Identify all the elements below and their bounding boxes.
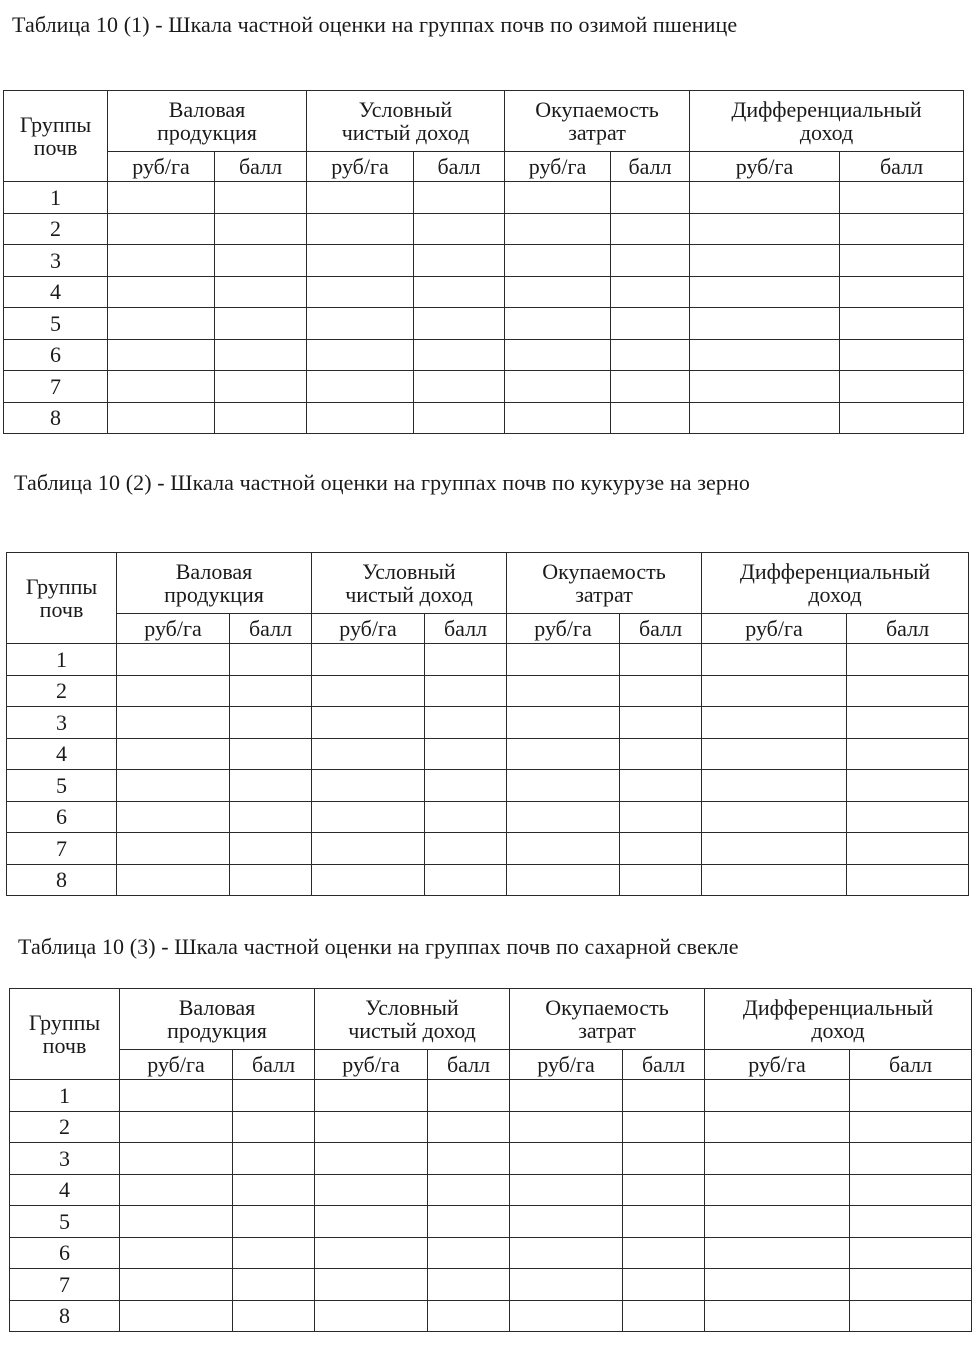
rub-per-ha-cell[interactable] xyxy=(315,1080,428,1112)
table-row xyxy=(4,308,964,340)
score-cell[interactable] xyxy=(428,1206,510,1238)
sub-header-score: балл xyxy=(611,152,690,182)
rub-per-ha-cell[interactable] xyxy=(108,276,215,308)
table-row xyxy=(7,770,969,802)
soil-group-number: 8 xyxy=(10,1300,120,1332)
score-cell[interactable] xyxy=(847,675,969,707)
soil-group-number: 4 xyxy=(10,1174,120,1206)
score-cell[interactable] xyxy=(425,738,507,770)
rub-per-ha-cell[interactable] xyxy=(505,276,611,308)
soil-group-number: 3 xyxy=(10,1143,120,1175)
soil-group-number: 3 xyxy=(7,707,117,739)
rub-per-ha-cell[interactable] xyxy=(117,770,230,802)
soil-group-number: 5 xyxy=(10,1206,120,1238)
table-row xyxy=(10,1143,972,1175)
score-cell[interactable] xyxy=(233,1174,315,1206)
soil-group-number: 2 xyxy=(7,675,117,707)
rub-per-ha-cell[interactable] xyxy=(108,402,215,434)
rub-per-ha-cell[interactable] xyxy=(505,339,611,371)
table-row xyxy=(4,245,964,277)
table-row xyxy=(4,182,964,214)
score-cell[interactable] xyxy=(230,738,312,770)
score-cell[interactable] xyxy=(230,707,312,739)
score-cell[interactable] xyxy=(428,1237,510,1269)
rub-per-ha-cell[interactable] xyxy=(505,245,611,277)
score-cell[interactable] xyxy=(414,182,505,214)
rub-per-ha-cell[interactable] xyxy=(705,1300,850,1332)
col-group-gross-output: Валовая продукция xyxy=(120,989,315,1050)
rub-per-ha-cell[interactable] xyxy=(702,833,847,865)
rub-per-ha-cell[interactable] xyxy=(690,182,840,214)
rub-per-ha-cell[interactable] xyxy=(510,1111,623,1143)
rub-per-ha-cell[interactable] xyxy=(307,339,414,371)
rub-per-ha-cell[interactable] xyxy=(307,402,414,434)
rub-per-ha-cell[interactable] xyxy=(120,1111,233,1143)
score-cell[interactable] xyxy=(840,402,964,434)
score-cell[interactable] xyxy=(414,402,505,434)
rub-per-ha-cell[interactable] xyxy=(315,1111,428,1143)
group-header: Группы почв xyxy=(7,553,117,644)
score-cell[interactable] xyxy=(611,245,690,277)
rub-per-ha-cell[interactable] xyxy=(312,738,425,770)
score-cell[interactable] xyxy=(428,1111,510,1143)
sub-header-score: балл xyxy=(215,152,307,182)
col-group-cost-recovery: Окупаемость затрат xyxy=(505,91,690,152)
soil-group-number: 7 xyxy=(4,371,108,403)
rub-per-ha-cell[interactable] xyxy=(117,801,230,833)
rub-per-ha-cell[interactable] xyxy=(510,1174,623,1206)
score-cell[interactable] xyxy=(425,833,507,865)
col-group-net-income: Условный чистый доход xyxy=(307,91,505,152)
score-cell[interactable] xyxy=(840,308,964,340)
score-cell[interactable] xyxy=(847,644,969,676)
rub-per-ha-cell[interactable] xyxy=(505,213,611,245)
rub-per-ha-cell[interactable] xyxy=(690,276,840,308)
table-row xyxy=(7,864,969,896)
score-cell[interactable] xyxy=(850,1174,972,1206)
score-cell[interactable] xyxy=(425,644,507,676)
table-3 xyxy=(9,988,972,1332)
score-cell[interactable] xyxy=(230,644,312,676)
soil-group-number: 5 xyxy=(4,308,108,340)
rub-per-ha-cell[interactable] xyxy=(108,371,215,403)
score-cell[interactable] xyxy=(620,644,702,676)
rub-per-ha-cell[interactable] xyxy=(705,1174,850,1206)
rub-per-ha-cell[interactable] xyxy=(120,1080,233,1112)
score-cell[interactable] xyxy=(414,339,505,371)
sub-header-rub-ha: руб/га xyxy=(117,614,230,644)
score-cell[interactable] xyxy=(611,182,690,214)
sub-header-score: балл xyxy=(840,152,964,182)
score-cell[interactable] xyxy=(611,276,690,308)
rub-per-ha-cell[interactable] xyxy=(510,1300,623,1332)
table-row xyxy=(10,1206,972,1238)
table-2 xyxy=(6,552,969,896)
score-cell[interactable] xyxy=(611,339,690,371)
score-cell[interactable] xyxy=(215,213,307,245)
table-row xyxy=(7,833,969,865)
table-row xyxy=(10,1111,972,1143)
rub-per-ha-cell[interactable] xyxy=(510,1237,623,1269)
col-group-cost-recovery: Окупаемость затрат xyxy=(510,989,705,1050)
table-row xyxy=(10,1237,972,1269)
table-3-caption: Таблица 10 (3) - Шкала частной оценки на группах почв по сахарной свекле xyxy=(18,934,739,959)
rub-per-ha-cell[interactable] xyxy=(702,770,847,802)
score-cell[interactable] xyxy=(623,1206,705,1238)
rub-per-ha-cell[interactable] xyxy=(315,1206,428,1238)
rub-per-ha-cell[interactable] xyxy=(510,1206,623,1238)
score-cell[interactable] xyxy=(611,308,690,340)
rub-per-ha-cell[interactable] xyxy=(315,1237,428,1269)
sub-header-score: балл xyxy=(414,152,505,182)
rub-per-ha-cell[interactable] xyxy=(705,1237,850,1269)
rub-per-ha-cell[interactable] xyxy=(705,1111,850,1143)
rub-per-ha-cell[interactable] xyxy=(705,1269,850,1301)
score-cell[interactable] xyxy=(233,1269,315,1301)
rub-per-ha-cell[interactable] xyxy=(505,182,611,214)
table-row xyxy=(10,1300,972,1332)
score-cell[interactable] xyxy=(840,339,964,371)
score-cell[interactable] xyxy=(620,675,702,707)
score-cell[interactable] xyxy=(230,770,312,802)
score-cell[interactable] xyxy=(623,1174,705,1206)
score-cell[interactable] xyxy=(215,276,307,308)
score-cell[interactable] xyxy=(414,276,505,308)
score-cell[interactable] xyxy=(425,675,507,707)
sub-header-rub-ha: руб/га xyxy=(705,1050,850,1080)
rub-per-ha-cell[interactable] xyxy=(117,675,230,707)
soil-group-number: 1 xyxy=(7,644,117,676)
rub-per-ha-cell[interactable] xyxy=(312,770,425,802)
col-group-net-income: Условный чистый доход xyxy=(312,553,507,614)
score-cell[interactable] xyxy=(623,1237,705,1269)
soil-group-number: 8 xyxy=(7,864,117,896)
table-1-caption: Таблица 10 (1) - Шкала частной оценки на группах почв по озимой пшенице xyxy=(12,12,738,37)
score-cell[interactable] xyxy=(850,1080,972,1112)
rub-per-ha-cell[interactable] xyxy=(312,864,425,896)
score-cell[interactable] xyxy=(620,707,702,739)
score-cell[interactable] xyxy=(847,707,969,739)
rub-per-ha-cell[interactable] xyxy=(108,182,215,214)
score-cell[interactable] xyxy=(850,1269,972,1301)
score-cell[interactable] xyxy=(215,371,307,403)
score-cell[interactable] xyxy=(840,276,964,308)
sub-header-rub-ha: руб/га xyxy=(307,152,414,182)
rub-per-ha-cell[interactable] xyxy=(690,308,840,340)
rub-per-ha-cell[interactable] xyxy=(702,801,847,833)
rub-per-ha-cell[interactable] xyxy=(510,1143,623,1175)
sub-header-rub-ha: руб/га xyxy=(108,152,215,182)
score-cell[interactable] xyxy=(840,213,964,245)
sub-header-score: балл xyxy=(623,1050,705,1080)
rub-per-ha-cell[interactable] xyxy=(705,1080,850,1112)
rub-per-ha-cell[interactable] xyxy=(507,770,620,802)
score-cell[interactable] xyxy=(611,371,690,403)
col-group-differential-income: Дифференциальный доход xyxy=(702,553,969,614)
score-cell[interactable] xyxy=(620,833,702,865)
score-cell[interactable] xyxy=(620,801,702,833)
sub-header-rub-ha: руб/га xyxy=(120,1050,233,1080)
score-cell[interactable] xyxy=(850,1111,972,1143)
rub-per-ha-cell[interactable] xyxy=(507,644,620,676)
rub-per-ha-cell[interactable] xyxy=(690,245,840,277)
score-cell[interactable] xyxy=(230,864,312,896)
rub-per-ha-cell[interactable] xyxy=(505,308,611,340)
score-cell[interactable] xyxy=(428,1174,510,1206)
rub-per-ha-cell[interactable] xyxy=(108,308,215,340)
rub-per-ha-cell[interactable] xyxy=(117,864,230,896)
score-cell[interactable] xyxy=(623,1111,705,1143)
rub-per-ha-cell[interactable] xyxy=(702,707,847,739)
score-cell[interactable] xyxy=(623,1143,705,1175)
sub-header-score: балл xyxy=(233,1050,315,1080)
soil-group-number: 5 xyxy=(7,770,117,802)
table-row xyxy=(10,1174,972,1206)
rub-per-ha-cell[interactable] xyxy=(307,276,414,308)
score-cell[interactable] xyxy=(215,339,307,371)
score-cell[interactable] xyxy=(623,1269,705,1301)
soil-group-number: 4 xyxy=(7,738,117,770)
rub-per-ha-cell[interactable] xyxy=(510,1080,623,1112)
table-row xyxy=(10,1080,972,1112)
rub-per-ha-cell[interactable] xyxy=(307,245,414,277)
rub-per-ha-cell[interactable] xyxy=(315,1269,428,1301)
rub-per-ha-cell[interactable] xyxy=(120,1237,233,1269)
sub-header-rub-ha: руб/га xyxy=(312,614,425,644)
score-cell[interactable] xyxy=(847,801,969,833)
rub-per-ha-cell[interactable] xyxy=(690,339,840,371)
table-row xyxy=(7,675,969,707)
rub-per-ha-cell[interactable] xyxy=(312,644,425,676)
table-row xyxy=(4,339,964,371)
soil-group-number: 8 xyxy=(4,402,108,434)
score-cell[interactable] xyxy=(620,738,702,770)
score-cell[interactable] xyxy=(623,1300,705,1332)
soil-group-number: 7 xyxy=(10,1269,120,1301)
table-row xyxy=(7,707,969,739)
rub-per-ha-cell[interactable] xyxy=(505,402,611,434)
rub-per-ha-cell[interactable] xyxy=(507,864,620,896)
rub-per-ha-cell[interactable] xyxy=(108,245,215,277)
sub-header-score: балл xyxy=(847,614,969,644)
sub-header-rub-ha: руб/га xyxy=(505,152,611,182)
score-cell[interactable] xyxy=(850,1300,972,1332)
score-cell[interactable] xyxy=(840,182,964,214)
rub-per-ha-cell[interactable] xyxy=(120,1300,233,1332)
rub-per-ha-cell[interactable] xyxy=(108,213,215,245)
rub-per-ha-cell[interactable] xyxy=(120,1206,233,1238)
score-cell[interactable] xyxy=(428,1300,510,1332)
rub-per-ha-cell[interactable] xyxy=(120,1143,233,1175)
col-group-cost-recovery: Окупаемость затрат xyxy=(507,553,702,614)
score-cell[interactable] xyxy=(840,245,964,277)
rub-per-ha-cell[interactable] xyxy=(690,213,840,245)
score-cell[interactable] xyxy=(233,1206,315,1238)
soil-group-number: 6 xyxy=(4,339,108,371)
table-row xyxy=(10,1269,972,1301)
rub-per-ha-cell[interactable] xyxy=(510,1269,623,1301)
sub-header-rub-ha: руб/га xyxy=(510,1050,623,1080)
group-header: Группы почв xyxy=(10,989,120,1080)
soil-group-number: 2 xyxy=(10,1111,120,1143)
rub-per-ha-cell[interactable] xyxy=(307,213,414,245)
score-cell[interactable] xyxy=(233,1111,315,1143)
sub-header-rub-ha: руб/га xyxy=(690,152,840,182)
rub-per-ha-cell[interactable] xyxy=(690,371,840,403)
rub-per-ha-cell[interactable] xyxy=(702,644,847,676)
score-cell[interactable] xyxy=(623,1080,705,1112)
col-group-net-income: Условный чистый доход xyxy=(315,989,510,1050)
table-row xyxy=(7,644,969,676)
soil-group-number: 3 xyxy=(4,245,108,277)
score-cell[interactable] xyxy=(230,833,312,865)
score-cell[interactable] xyxy=(428,1269,510,1301)
score-cell[interactable] xyxy=(847,738,969,770)
rub-per-ha-cell[interactable] xyxy=(702,864,847,896)
table-row xyxy=(4,371,964,403)
rub-per-ha-cell[interactable] xyxy=(315,1174,428,1206)
score-cell[interactable] xyxy=(414,308,505,340)
table-row xyxy=(4,276,964,308)
sub-header-score: балл xyxy=(428,1050,510,1080)
score-cell[interactable] xyxy=(428,1080,510,1112)
soil-group-number: 6 xyxy=(7,801,117,833)
rub-per-ha-cell[interactable] xyxy=(507,738,620,770)
table-2-caption: Таблица 10 (2) - Шкала частной оценки на группах почв по кукурузе на зерно xyxy=(14,470,750,495)
score-cell[interactable] xyxy=(414,371,505,403)
score-cell[interactable] xyxy=(850,1206,972,1238)
rub-per-ha-cell[interactable] xyxy=(507,833,620,865)
table-row xyxy=(7,738,969,770)
sub-header-score: балл xyxy=(230,614,312,644)
score-cell[interactable] xyxy=(850,1237,972,1269)
score-cell[interactable] xyxy=(215,308,307,340)
sub-header-score: балл xyxy=(850,1050,972,1080)
col-group-gross-output: Валовая продукция xyxy=(108,91,307,152)
rub-per-ha-cell[interactable] xyxy=(315,1300,428,1332)
rub-per-ha-cell[interactable] xyxy=(117,738,230,770)
score-cell[interactable] xyxy=(620,864,702,896)
sub-header-rub-ha: руб/га xyxy=(702,614,847,644)
soil-group-number: 6 xyxy=(10,1237,120,1269)
score-cell[interactable] xyxy=(847,864,969,896)
score-cell[interactable] xyxy=(230,801,312,833)
score-cell[interactable] xyxy=(850,1143,972,1175)
score-cell[interactable] xyxy=(425,770,507,802)
score-cell[interactable] xyxy=(215,245,307,277)
score-cell[interactable] xyxy=(840,371,964,403)
group-header: Группы почв xyxy=(4,91,108,182)
score-cell[interactable] xyxy=(414,213,505,245)
rub-per-ha-cell[interactable] xyxy=(507,675,620,707)
soil-group-number: 4 xyxy=(4,276,108,308)
rub-per-ha-cell[interactable] xyxy=(702,738,847,770)
rub-per-ha-cell[interactable] xyxy=(312,675,425,707)
sub-header-score: балл xyxy=(620,614,702,644)
rub-per-ha-cell[interactable] xyxy=(702,675,847,707)
col-group-gross-output: Валовая продукция xyxy=(117,553,312,614)
rub-per-ha-cell[interactable] xyxy=(117,644,230,676)
score-cell[interactable] xyxy=(847,833,969,865)
rub-per-ha-cell[interactable] xyxy=(307,182,414,214)
rub-per-ha-cell[interactable] xyxy=(315,1143,428,1175)
score-cell[interactable] xyxy=(233,1080,315,1112)
rub-per-ha-cell[interactable] xyxy=(690,402,840,434)
score-cell[interactable] xyxy=(611,402,690,434)
score-cell[interactable] xyxy=(425,707,507,739)
rub-per-ha-cell[interactable] xyxy=(312,833,425,865)
table-1 xyxy=(3,90,964,434)
score-cell[interactable] xyxy=(428,1143,510,1175)
score-cell[interactable] xyxy=(233,1143,315,1175)
rub-per-ha-cell[interactable] xyxy=(505,371,611,403)
sub-header-rub-ha: руб/га xyxy=(315,1050,428,1080)
score-cell[interactable] xyxy=(230,675,312,707)
rub-per-ha-cell[interactable] xyxy=(705,1206,850,1238)
rub-per-ha-cell[interactable] xyxy=(120,1174,233,1206)
score-cell[interactable] xyxy=(233,1300,315,1332)
rub-per-ha-cell[interactable] xyxy=(312,707,425,739)
score-cell[interactable] xyxy=(215,402,307,434)
score-cell[interactable] xyxy=(425,864,507,896)
soil-group-number: 1 xyxy=(4,182,108,214)
score-cell[interactable] xyxy=(847,770,969,802)
soil-group-number: 2 xyxy=(4,213,108,245)
rub-per-ha-cell[interactable] xyxy=(307,308,414,340)
table-row xyxy=(4,402,964,434)
col-group-differential-income: Дифференциальный доход xyxy=(705,989,972,1050)
rub-per-ha-cell[interactable] xyxy=(117,833,230,865)
col-group-differential-income: Дифференциальный доход xyxy=(690,91,964,152)
soil-group-number: 1 xyxy=(10,1080,120,1112)
score-cell[interactable] xyxy=(233,1237,315,1269)
sub-header-rub-ha: руб/га xyxy=(507,614,620,644)
rub-per-ha-cell[interactable] xyxy=(312,801,425,833)
score-cell[interactable] xyxy=(215,182,307,214)
score-cell[interactable] xyxy=(425,801,507,833)
sub-header-score: балл xyxy=(425,614,507,644)
rub-per-ha-cell[interactable] xyxy=(117,707,230,739)
rub-per-ha-cell[interactable] xyxy=(705,1143,850,1175)
score-cell[interactable] xyxy=(414,245,505,277)
table-row xyxy=(4,213,964,245)
rub-per-ha-cell[interactable] xyxy=(507,707,620,739)
rub-per-ha-cell[interactable] xyxy=(108,339,215,371)
rub-per-ha-cell[interactable] xyxy=(307,371,414,403)
score-cell[interactable] xyxy=(620,770,702,802)
rub-per-ha-cell[interactable] xyxy=(507,801,620,833)
rub-per-ha-cell[interactable] xyxy=(120,1269,233,1301)
score-cell[interactable] xyxy=(611,213,690,245)
soil-group-number: 7 xyxy=(7,833,117,865)
table-row xyxy=(7,801,969,833)
